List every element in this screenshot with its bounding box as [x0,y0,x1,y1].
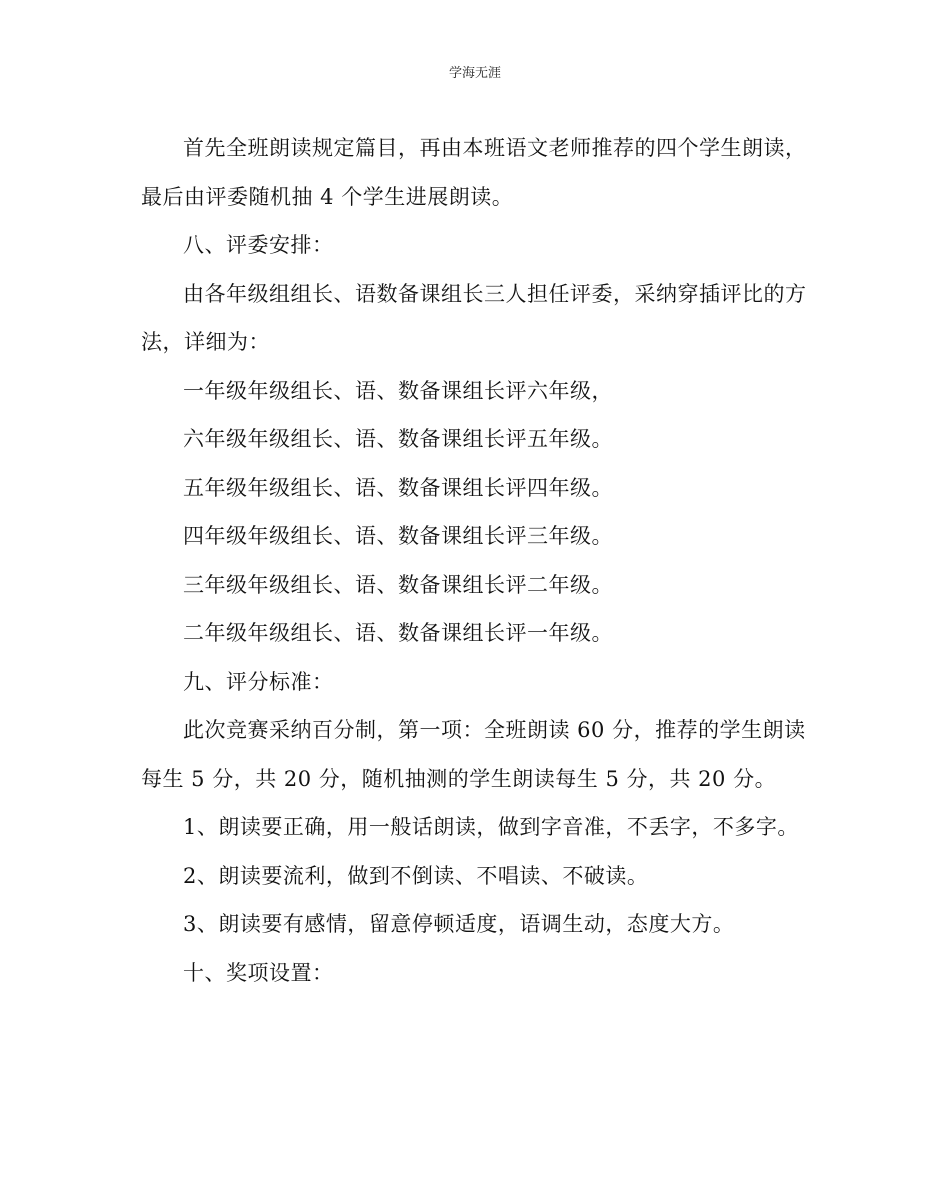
list-item-grade6-judges: 六年级年级组长、语、数备课组长评五年级。 [183,427,613,451]
list-item-grade2-judges: 二年级年级组长、语、数备课组长评一年级。 [183,621,613,645]
criterion-correctness: 1、朗读要正确，用一般话朗读，做到字音准，不丢字，不多字。 [183,815,799,839]
paragraph-scoring-system: 此次竞赛采纳百分制，第一项：全班朗读 60 分，推荐的学生朗读每生 5 分，共 20 分，随机抽测的学生朗读每生 5 分，共 20 分。 [141,718,806,791]
list-item-grade4-judges: 四年级年级组长、语、数备课组长评三年级。 [183,524,613,548]
list-item-grade3-judges: 三年级年级组长、语、数备课组长评二年级。 [183,572,613,597]
heading-scoring-criteria: 九、评分标准： [183,669,334,694]
paragraph-judges-intro: 由各年级组组长、语数备课组长三人担任评委，采纳穿插评比的方法，详细为： [141,281,807,354]
heading-awards: 十、奖项设置： [183,960,334,985]
heading-judges-arrangement: 八、评委安排： [183,233,334,257]
paragraph-reading-procedure: 首先全班朗读规定篇目，再由本班语文老师推荐的四个学生朗读，最后由评委随机抽 4 个学生进展朗读。 [141,136,807,209]
criterion-emotion: 3、朗读要有感情，留意停顿适度，语调生动，态度大方。 [183,912,735,936]
criterion-fluency: 2、朗读要流利，做到不倒读、不唱读、不破读。 [183,863,649,888]
list-item-grade5-judges: 五年级年级组长、语、数备课组长评四年级。 [183,475,613,500]
page-header: 学海无涯 [448,66,501,81]
list-item-grade1-judges: 一年级年级组长、语、数备课组长评六年级， [183,378,613,403]
document-body [141,124,811,997]
